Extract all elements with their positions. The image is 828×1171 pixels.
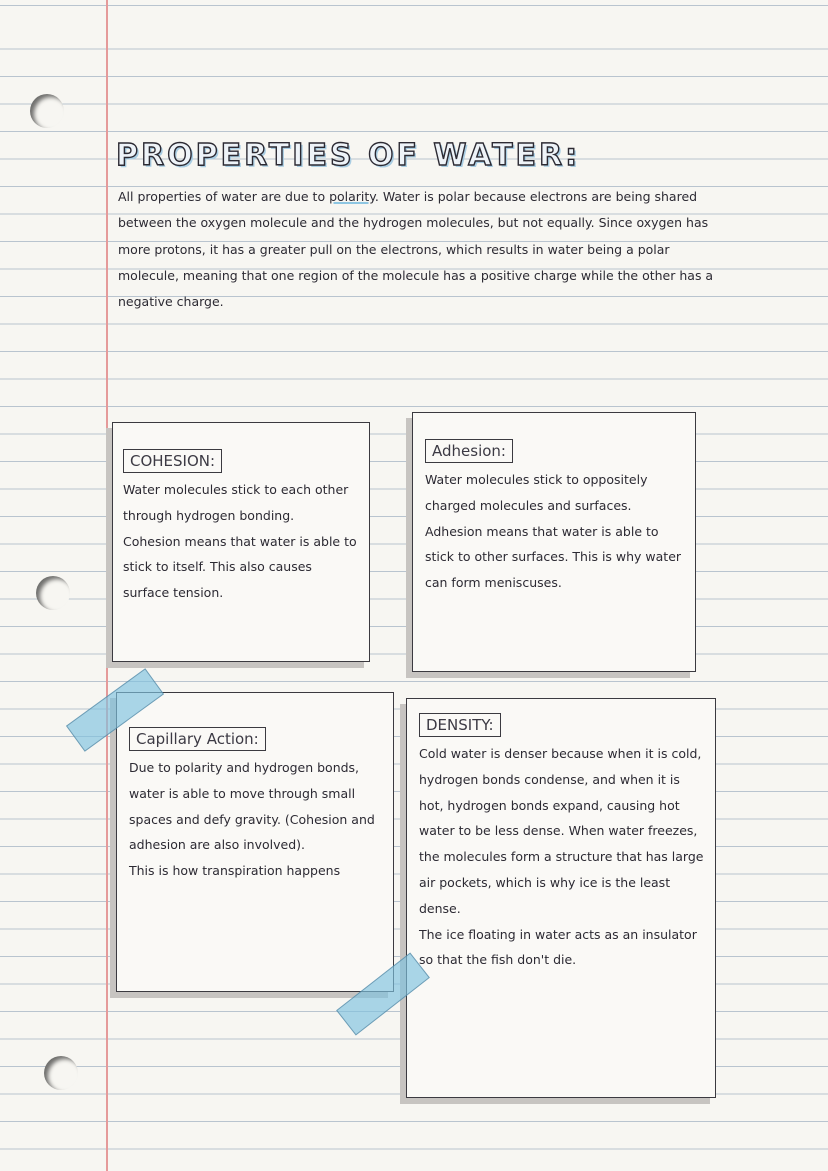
intro-paragraph <box>118 184 718 315</box>
binder-hole <box>36 576 70 610</box>
density-text: The ice floating in water acts as an insulator so that the fish don't die. <box>419 926 697 968</box>
density-heading: DENSITY: <box>419 713 501 737</box>
cohesion-body <box>123 477 361 606</box>
density-card <box>406 698 716 1098</box>
capillary-action-body <box>129 755 387 884</box>
intro-text: . Water is polar because electrons are being shared between the oxygen molecule and the hydrogen molecules, but not equally. Since oxygen has more protons, it has a greater pull on the electrons, which results in water being a polar molecule, meaning that one region of the molecule has a positive charge while the other has a negative charge. <box>118 189 714 310</box>
cohesion-card <box>112 422 370 662</box>
density-text: Cold water is denser because when it is cold, hydrogen bonds condense, and when it is hot, hydrogen bonds expand, causing hot water to be less dense. When water freezes, the molecules form a structure that has large air pockets, which is why ice is the least dense. <box>419 746 704 916</box>
page-title: PROPERTIES OF WATER: <box>116 138 581 173</box>
capillary-action-text: This is how transpiration happens <box>129 863 341 879</box>
margin-line <box>106 0 108 1171</box>
capillary-action-heading: Capillary Action: <box>129 727 266 751</box>
adhesion-heading: Adhesion: <box>425 439 513 463</box>
capillary-action-text: Due to polarity and hydrogen bonds, water is able to move through small spaces and defy gravity. (Cohesion and adhesion are also involved). <box>129 760 375 853</box>
adhesion-body <box>425 467 687 596</box>
cohesion-text: Water molecules stick to each other through hydrogen bonding. <box>123 482 349 523</box>
adhesion-card <box>412 412 696 672</box>
capillary-action-card <box>116 692 394 992</box>
binder-hole <box>44 1056 78 1090</box>
cohesion-text: Cohesion means that water is able to stick to itself. This also causes surface tension. <box>123 533 357 601</box>
adhesion-text: Adhesion means that water is able to stick to other surfaces. This is why water can form meniscuses. <box>425 523 682 591</box>
binder-hole <box>30 94 64 128</box>
highlighted-term: polarity <box>329 189 375 204</box>
intro-text: All properties of water are due to <box>118 189 330 204</box>
density-body <box>419 741 707 973</box>
adhesion-text: Water molecules stick to oppositely charged molecules and surfaces. <box>425 472 648 513</box>
cohesion-heading: COHESION: <box>123 449 222 473</box>
